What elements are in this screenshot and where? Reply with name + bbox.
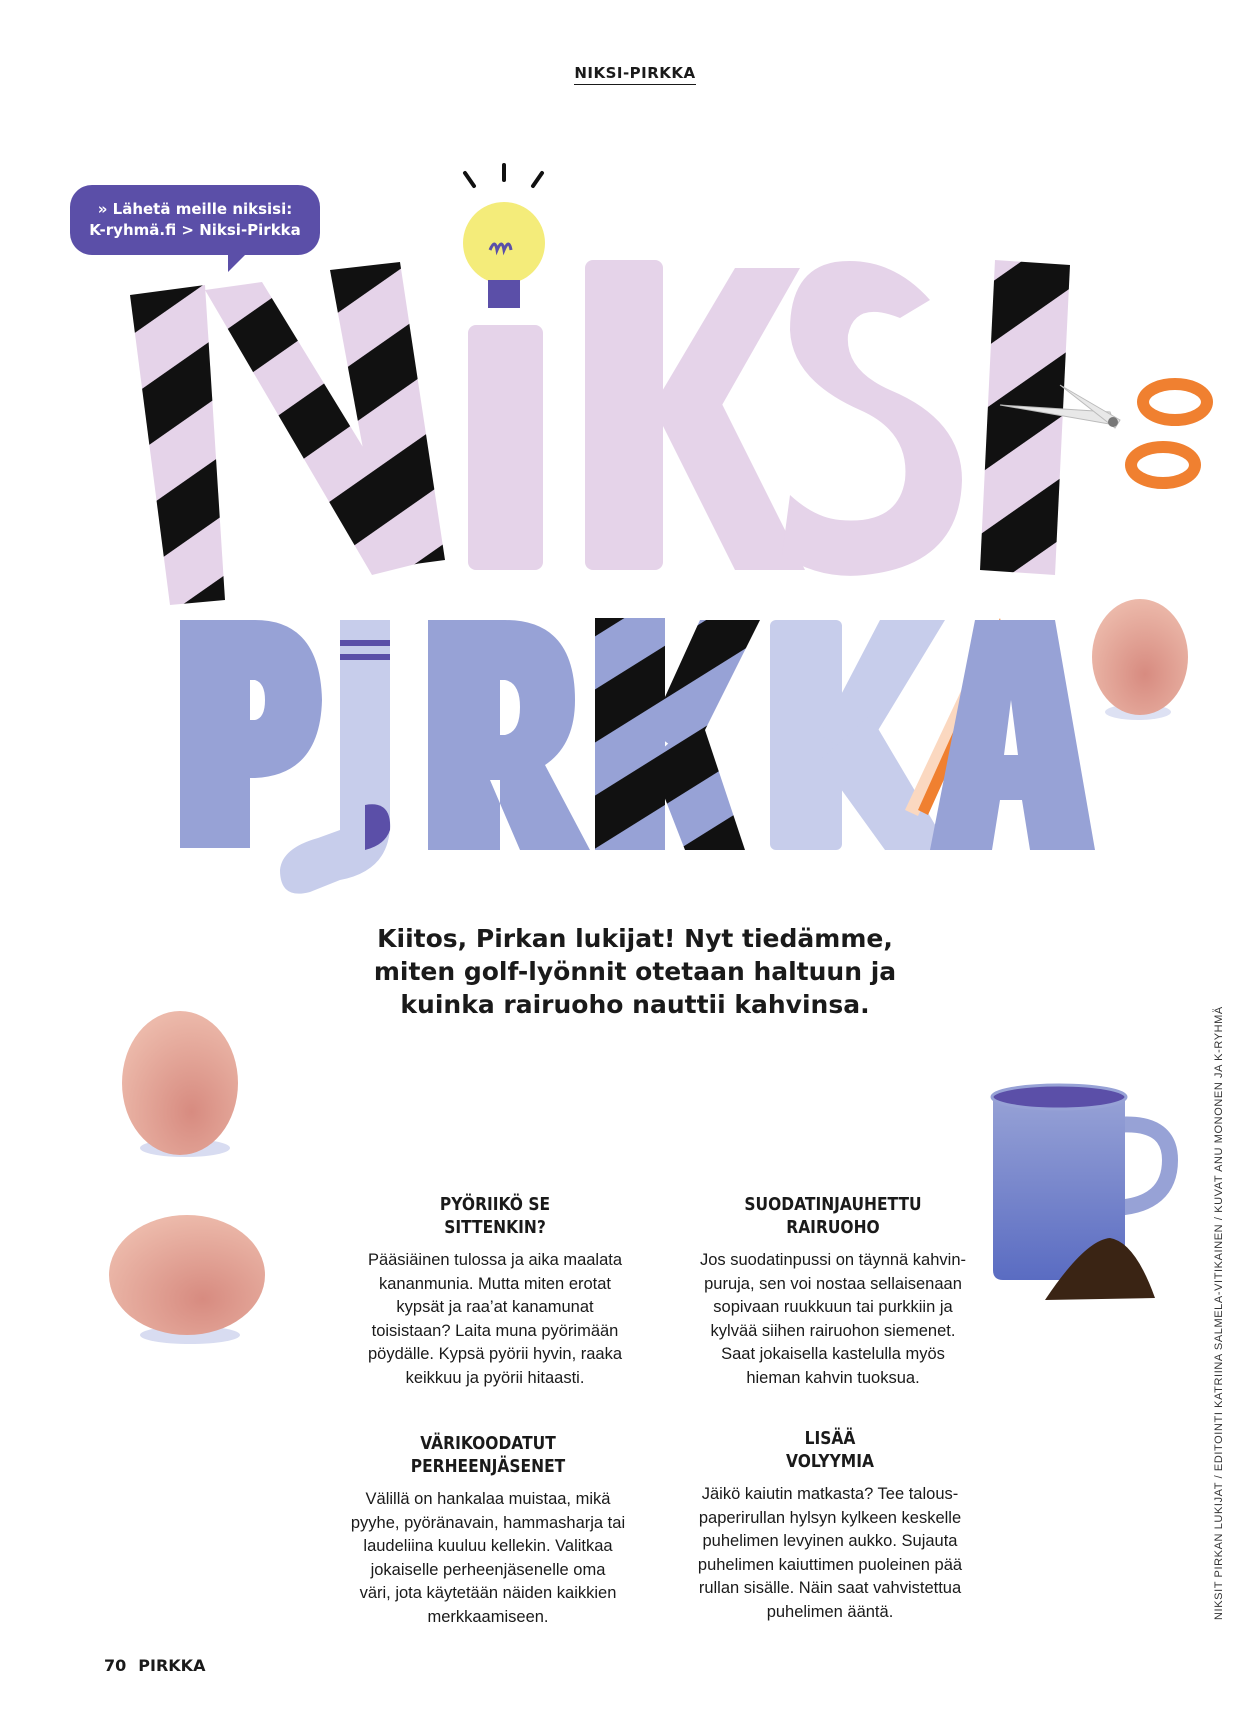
tip-body: Jäikö kaiutin matkasta? Tee talous- paperirullan hylsyn kylkeen keskelle puhelimen levyinen aukko. Sujauta puhelimen kaiuttimen puoleinen pää rullan sisälle. Näin saat vahvistettua puhelimen ääntä. [697,1485,963,1621]
bubble-line-1: » Lähetä meille niksisi: [97,200,293,218]
eggs-illustration [105,1000,285,1360]
tip-title: SUODATINJAUHETTU RAIRUOHO [744,1194,922,1238]
magazine-name: PIRKKA [138,1656,206,1675]
letter-s [782,261,962,576]
tip-volume [685,1427,975,1624]
tip-title: PYÖRIIKÖ SE SITTENKIN? [439,1194,551,1238]
letter-a [930,620,1095,850]
lightbulb-icon [463,165,545,308]
letter-k-striped [595,618,760,850]
bubble-line-2: K-ryhmä.fi > Niksi-Pirkka [89,221,301,239]
mug-illustration [985,1080,1190,1320]
letter-p [180,620,322,848]
mug-icon [992,1085,1170,1280]
letter-k [585,260,805,570]
tip-egg-spin [350,1193,640,1390]
tip-body: Välillä on hankalaa muistaa, mikä pyyhe, pyöränavain, hammasharja tai laudeliina kuuluu kellekin. Valitkaa jokaiselle perheenjäsenelle oma väri, jota käytetään näiden kaikkien merkkaamiseen. [350,1490,626,1626]
letter-i-striped [980,260,1070,575]
tip-coffee-grass [688,1193,978,1390]
tip-color-coded [343,1432,633,1629]
letter-i-stem [468,325,543,570]
page-footer [104,1656,205,1675]
tip-body: Jos suodatinpussi on täynnä kahvin- puruja, sen voi nostaa sellaisenaan sopivaan ruukkuun tai purkkiin ja kylvää siihen rairuohon siemenet. Saat jokaisella kastelulla myös hieman kahvin tuoksua. [700,1251,966,1387]
lead-paragraph: Kiitos, Pirkan lukijat! Nyt tiedämme, miten golf-lyönnit otetaan haltuun ja kuinka rairuoho nauttii kahvinsa. [373,924,897,1019]
letter-r [428,620,590,850]
letter-n [130,262,445,605]
tip-title: VÄRIKOODATUT PERHEENJÄSENET [410,1433,566,1477]
tip-title: LISÄÄ VOLYYMIA [786,1428,874,1472]
letter-k-pale [770,620,950,850]
page-number: 70 [104,1656,127,1675]
egg-icon [122,1011,238,1157]
side-credit: NIKSIT PIRKAN LUKIJAT / EDITOINTI KATRIINA SALMELA-VITIKAINEN / KUVAT ANU MONONEN JA K-RYHMÄ [1213,1006,1225,1620]
section-label: NIKSI-PIRKKA [0,64,1250,82]
egg-icon [109,1215,265,1344]
tip-body: Pääsiäinen tulossa ja aika maalata kananmunia. Mutta miten erotat kypsät ja raa’at kanamunat toisistaan? Laita muna pyörimään pöydälle. Kypsä pyörii hyvin, raaka keikkuu ja pyörii hitaasti. [367,1251,623,1387]
egg-icon [1092,599,1188,720]
